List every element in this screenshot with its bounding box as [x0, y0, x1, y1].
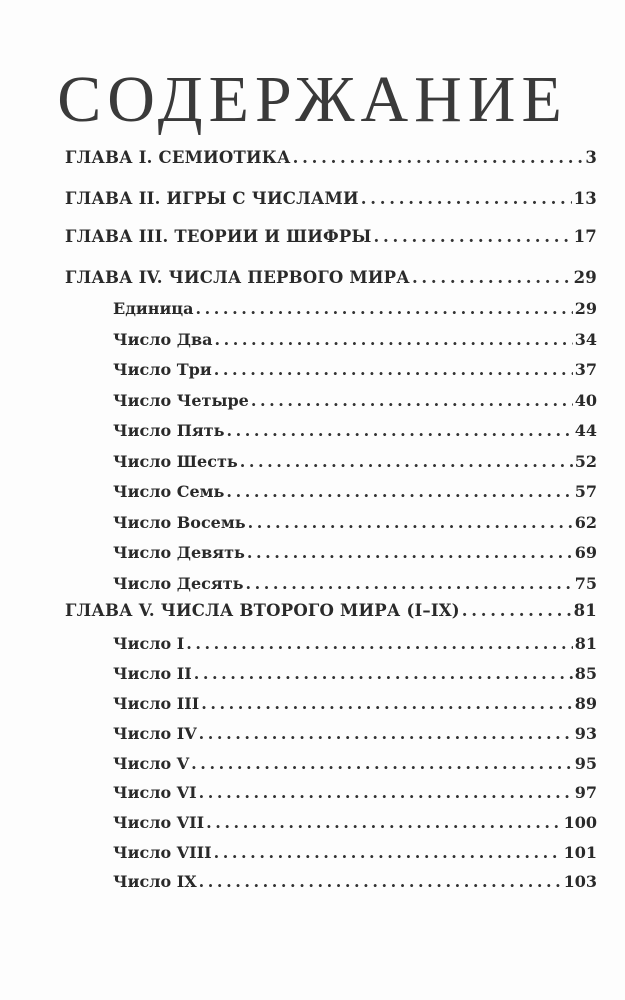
toc-section-entry [113, 783, 597, 809]
entry-title: Число I [113, 634, 185, 653]
toc-section-entry [113, 664, 597, 690]
entry-title: ГЛАВА IV. ЧИСЛА ПЕРВОГО МИРА [65, 268, 410, 287]
entry-title: Число Три [113, 360, 212, 379]
entry-page-number: 81 [573, 601, 597, 620]
dot-leader [247, 543, 573, 562]
entry-page-number: 34 [574, 330, 597, 349]
dot-leader [248, 513, 573, 532]
entry-page-number: 37 [574, 360, 597, 379]
toc-section-entry [113, 724, 597, 750]
entry-title: Число VI [113, 783, 197, 802]
entry-title: Число III [113, 694, 200, 713]
dot-leader [199, 783, 573, 802]
toc-section-entry [113, 299, 597, 325]
toc-section-entry [113, 360, 597, 386]
entry-title: Число IX [113, 872, 197, 891]
dot-leader [194, 664, 573, 683]
entry-page-number: 93 [574, 724, 597, 743]
toc-chapter-entry [65, 268, 597, 294]
toc-section-entry [113, 421, 597, 447]
entry-title: Число Два [113, 330, 213, 349]
dot-leader [214, 330, 572, 349]
dot-leader [206, 813, 561, 832]
entry-page-number: 101 [563, 843, 597, 862]
toc-section-entry [113, 872, 597, 898]
dot-leader [251, 391, 573, 410]
entry-page-number: 97 [574, 783, 597, 802]
entry-title: Единица [113, 299, 194, 318]
dot-leader [412, 268, 572, 287]
entry-page-number: 62 [574, 513, 597, 532]
dot-leader [240, 452, 573, 471]
entry-page-number: 40 [574, 391, 597, 410]
entry-page-number: 57 [574, 482, 597, 501]
toc-section-entry [113, 574, 597, 600]
toc-chapter-entry [65, 189, 597, 215]
toc-section-entry [113, 843, 597, 869]
entry-page-number: 103 [563, 872, 597, 891]
entry-title: Число Пять [113, 421, 225, 440]
dot-leader [199, 872, 562, 891]
toc-chapter-entry [65, 601, 597, 627]
entry-title: Число Восемь [113, 513, 246, 532]
entry-title: Число Девять [113, 543, 245, 562]
entry-page-number: 100 [563, 813, 597, 832]
dot-leader [293, 148, 584, 167]
entry-title: Число Четыре [113, 391, 249, 410]
toc-chapter-entry [65, 227, 597, 253]
dot-leader [374, 227, 572, 246]
entry-page-number: 17 [573, 227, 597, 246]
entry-title: Число VIII [113, 843, 212, 862]
toc-chapter-entry [65, 148, 597, 174]
entry-title: Число VII [113, 813, 205, 832]
toc-section-entry [113, 330, 597, 356]
entry-title: ГЛАВА I. СЕМИОТИКА [65, 148, 291, 167]
toc-section-entry [113, 634, 597, 660]
dot-leader [226, 482, 572, 501]
entry-title: Число V [113, 754, 190, 773]
entry-title: ГЛАВА III. ТЕОРИИ И ШИФРЫ [65, 227, 372, 246]
dot-leader [201, 694, 573, 713]
page-title: СОДЕРЖАНИЕ [57, 63, 568, 136]
entry-page-number: 85 [574, 664, 597, 683]
dot-leader [226, 421, 572, 440]
entry-page-number: 3 [585, 148, 597, 167]
toc-section-entry [113, 694, 597, 720]
entry-page-number: 44 [574, 421, 597, 440]
dot-leader [199, 724, 573, 743]
dot-leader [462, 601, 572, 620]
toc-section-entry [113, 754, 597, 780]
toc-section-entry [113, 543, 597, 569]
entry-title: Число II [113, 664, 192, 683]
toc-section-entry [113, 513, 597, 539]
entry-title: Число Десять [113, 574, 244, 593]
toc-section-entry [113, 452, 597, 478]
entry-page-number: 75 [574, 574, 597, 593]
toc-section-entry [113, 482, 597, 508]
dot-leader [191, 754, 573, 773]
entry-page-number: 69 [574, 543, 597, 562]
entry-page-number: 13 [573, 189, 597, 208]
entry-page-number: 29 [573, 268, 597, 287]
entry-page-number: 89 [574, 694, 597, 713]
entry-page-number: 29 [574, 299, 597, 318]
dot-leader [196, 299, 573, 318]
dot-leader [186, 634, 573, 653]
entry-title: ГЛАВА II. ИГРЫ С ЧИСЛАМИ [65, 189, 359, 208]
toc-section-entry [113, 391, 597, 417]
entry-page-number: 81 [574, 634, 597, 653]
entry-title: Число Семь [113, 482, 225, 501]
entry-title: Число IV [113, 724, 197, 743]
dot-leader [214, 360, 573, 379]
entry-title: Число Шесть [113, 452, 238, 471]
dot-leader [245, 574, 572, 593]
dot-leader [361, 189, 572, 208]
entry-title: ГЛАВА V. ЧИСЛА ВТОРОГО МИРА (I–IX) [65, 601, 460, 620]
entry-page-number: 52 [574, 452, 597, 471]
dot-leader [214, 843, 562, 862]
entry-page-number: 95 [574, 754, 597, 773]
toc-section-entry [113, 813, 597, 839]
